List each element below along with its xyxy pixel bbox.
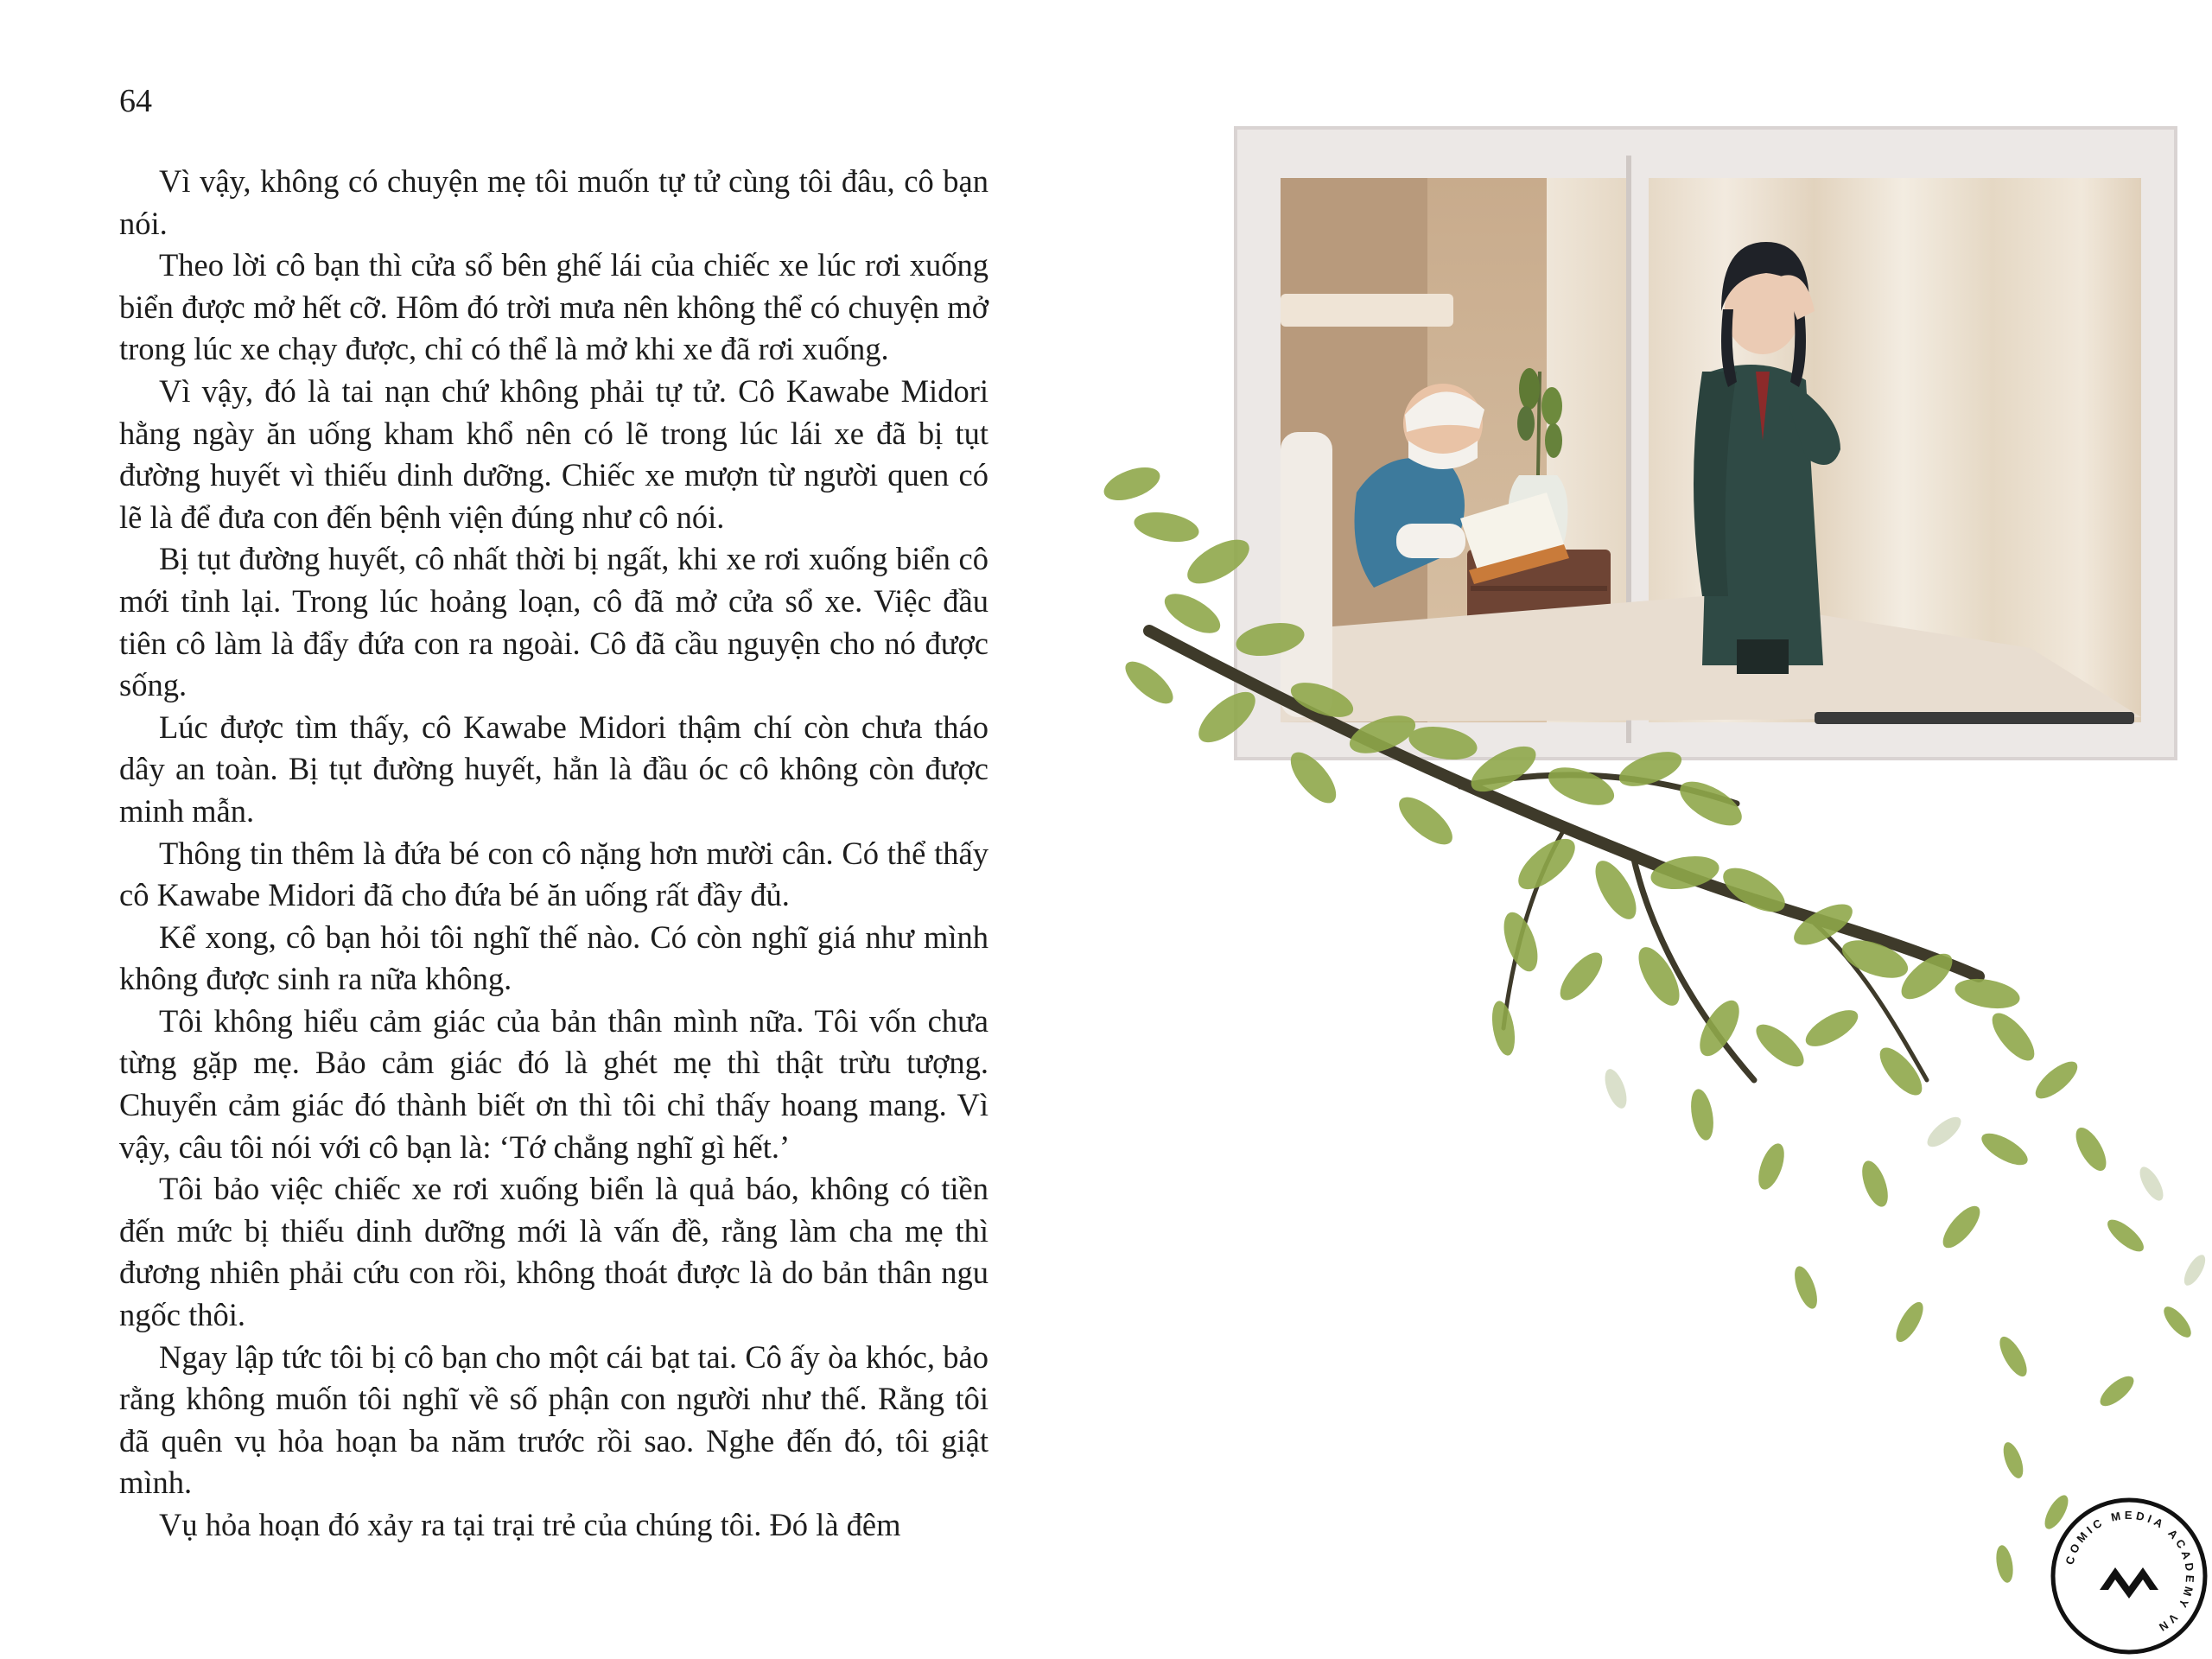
paragraph: Ngay lập tức tôi bị cô bạn cho một cái bạt tai. Cô ấy òa khóc, bảo rằng không muốn tôi nghĩ về số phận con người như thế. Rằng tôi đã quên vụ hỏa hoạn ba năm trước rồi sao. Nghe đến đó, tôi giật mình. bbox=[119, 1338, 988, 1501]
hospital-window-illustration bbox=[1097, 112, 2212, 1659]
paragraph: Tôi bảo việc chiếc xe rơi xuống biển là quả báo, không có tiền đến mức bị thiếu dinh dưỡng mới là vấn đề, rằng làm cha mẹ thì đương nhiên phải cứu con rồi, không thoát được là do bản thân ngu ngốc thôi. bbox=[119, 1171, 988, 1333]
paragraph: Vì vậy, đó là tai nạn chứ không phải tự tử. Cô Kawabe Midori hằng ngày ăn uống kham khổ nên có lẽ trong lúc lái xe đã bị tụt đường huyết vì thiếu dinh dưỡng. Chiếc xe mượn từ người quen có lẽ là để đưa con đến bệnh viện đúng như cô nói. bbox=[119, 372, 988, 535]
paragraph: Bị tụt đường huyết, cô nhất thời bị ngất, khi xe rơi xuống biển cô mới tỉnh lại. Trong lúc hoảng loạn, cô đã mở cửa sổ xe. Việc đầu tiên cô làm là đẩy đứa con ra ngoài. Cô đã cầu nguyện cho nó được sống. bbox=[119, 541, 988, 703]
hospital-window-branch-illustration-icon bbox=[1097, 112, 2212, 1659]
paragraph: Thông tin thêm là đứa bé con cô nặng hơn mười cân. Có thể thấy cô Kawabe Midori đã cho đứa bé ăn uống rất đầy đủ. bbox=[119, 835, 988, 913]
page-number: 64 bbox=[119, 83, 152, 119]
paragraph: Tôi không hiểu cảm giác của bản thân mình nữa. Tôi vốn chưa từng gặp mẹ. Bảo cảm giác đó là ghét mẹ thì thật trừu tượng. Chuyển cảm giác đó thành biết ơn thì tôi chỉ thấy hoang mang. Vì vậy, câu tôi nói với cô bạn là: ‘Tớ chẳng nghĩ gì hết.’ bbox=[119, 1002, 988, 1165]
paragraph: Vụ hỏa hoạn đó xảy ra tại trại trẻ của chúng tôi. Đó là đêm bbox=[159, 1507, 901, 1542]
paragraph: Theo lời cô bạn thì cửa sổ bên ghế lái của chiếc xe lúc rơi xuống biển được mở hết cỡ. Hôm đó trời mưa nên không thể có chuyện mở trong lúc xe chạy được, chỉ có thể là mở khi xe đã rơi xuống. bbox=[119, 247, 988, 367]
paragraph: Kể xong, cô bạn hỏi tôi nghĩ thế nào. Có còn nghĩ giá như mình không được sinh ra nữa không. bbox=[119, 918, 988, 997]
paragraph: Lúc được tìm thấy, cô Kawabe Midori thậm chí còn chưa tháo dây an toàn. Bị tụt đường huyết, hẳn là đầu óc cô không còn được minh mẫn. bbox=[119, 709, 988, 829]
paragraph: Vì vậy, không có chuyện mẹ tôi muốn tự tử cùng tôi đâu, cô bạn nói. bbox=[119, 163, 988, 241]
logo-ring-text: COMIC MEDIA ACADEMY VN bbox=[2063, 1508, 2197, 1637]
publisher-logo bbox=[2050, 1497, 2209, 1656]
body-text bbox=[119, 161, 988, 1547]
